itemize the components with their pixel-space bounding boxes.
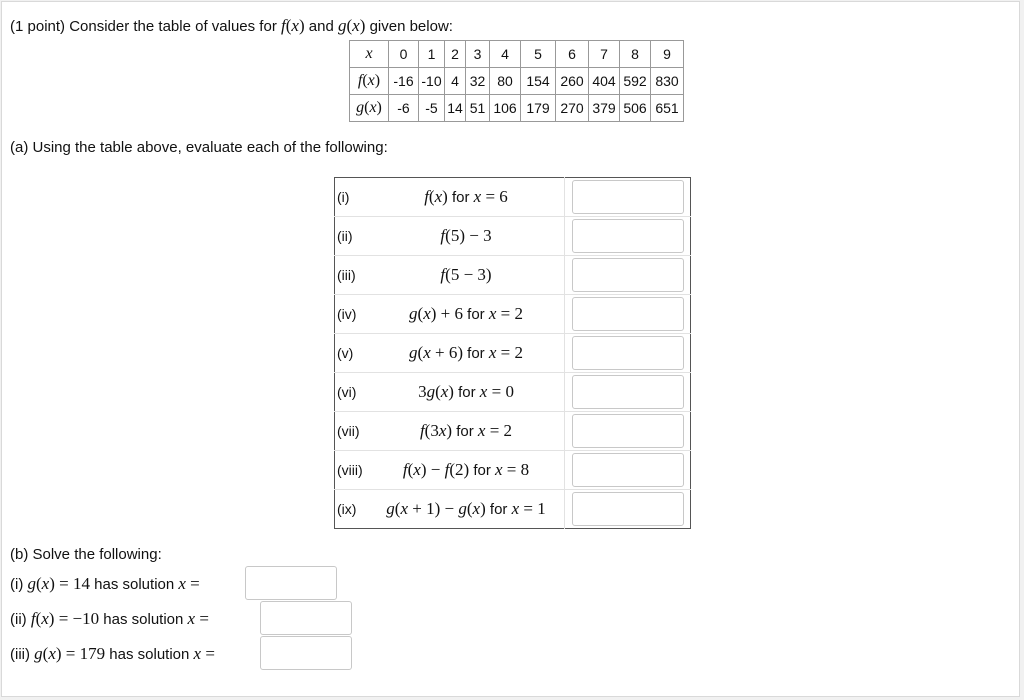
part-a-table [334, 177, 691, 529]
row-label: g(x) [350, 95, 389, 122]
question-number: (v) [335, 334, 369, 373]
question-number: (iv) [335, 295, 369, 334]
answer-input-a-1[interactable] [572, 180, 684, 214]
question-number: (vi) [335, 373, 369, 412]
question-row [335, 412, 691, 451]
question-row [335, 295, 691, 334]
table-cell: 51 [466, 95, 490, 122]
table-cell: 32 [466, 68, 490, 95]
table-cell: 260 [556, 68, 589, 95]
question-row [335, 256, 691, 295]
intro-and: and [308, 18, 334, 35]
question-number: (ix) [337, 501, 357, 517]
question-number: (vii) [335, 412, 369, 451]
answer-cell [565, 295, 691, 334]
answer-cell [565, 412, 691, 451]
table-cell: 0 [389, 41, 419, 68]
table-cell: 8 [620, 41, 651, 68]
table-cell: -5 [419, 95, 445, 122]
table-cell: -10 [419, 68, 445, 95]
question-number: (iii) [335, 256, 369, 295]
answer-input-a-9[interactable] [572, 492, 684, 526]
answer-cell [565, 334, 691, 373]
question-number: (i) [335, 178, 369, 217]
answer-input-a-8[interactable] [572, 453, 684, 487]
part-a-heading: (a) Using the table above, evaluate each of the following: [10, 139, 388, 156]
answer-cell [565, 451, 691, 490]
answer-input-a-6[interactable] [572, 375, 684, 409]
intro-prefix: (1 point) Consider the table of values for [10, 18, 277, 35]
answer-input-a-5[interactable] [572, 336, 684, 370]
answer-cell [565, 217, 691, 256]
solve-line: (i) g(x) = 14 has solution x = [10, 574, 200, 593]
table-cell: 270 [556, 95, 589, 122]
table-cell: 3 [466, 41, 490, 68]
table-cell: 830 [651, 68, 684, 95]
table-cell: 5 [521, 41, 556, 68]
table-cell: 106 [490, 95, 521, 122]
question-expression: g(x) + 6 for x = 2 [368, 295, 565, 334]
answer-cell [565, 178, 691, 217]
table-f-row [350, 68, 684, 95]
table-g-row [350, 95, 684, 122]
intro-f-of-x: f(x) [281, 16, 305, 35]
answer-cell [565, 490, 691, 529]
table-cell: 592 [620, 68, 651, 95]
problem-panel [1, 1, 1020, 697]
question-expression: f(3x) for x = 2 [368, 412, 565, 451]
table-cell: 14 [445, 95, 466, 122]
answer-input-a-7[interactable] [572, 414, 684, 448]
row-label: f(x) [350, 68, 389, 95]
question-expression: g(x + 6) for x = 2 [368, 334, 565, 373]
table-cell: 6 [556, 41, 589, 68]
question-row [335, 451, 691, 490]
question-row [335, 217, 691, 256]
question-row [335, 178, 691, 217]
question-row [335, 490, 691, 529]
part-b-heading: (b) Solve the following: [10, 546, 162, 563]
table-cell: 80 [490, 68, 521, 95]
table-cell: 379 [589, 95, 620, 122]
table-cell: 4 [445, 68, 466, 95]
answer-input-b-3[interactable] [260, 636, 352, 670]
question-number: (viii) [335, 451, 369, 490]
question-expression: 3g(x) for x = 0 [368, 373, 565, 412]
row-label: x [350, 41, 389, 68]
question-expression: f(x) − f(2) for x = 8 [368, 451, 565, 490]
table-cell: -6 [389, 95, 419, 122]
answer-input-b-2[interactable] [260, 601, 352, 635]
table-cell: 4 [490, 41, 521, 68]
question-row [335, 334, 691, 373]
solve-line: (ii) f(x) = −10 has solution x = [10, 609, 209, 628]
table-cell: -16 [389, 68, 419, 95]
values-table [349, 40, 684, 122]
intro-g-of-x: g(x) [338, 16, 366, 35]
answer-input-a-3[interactable] [572, 258, 684, 292]
table-cell: 1 [419, 41, 445, 68]
question-expression: f(x) for x = 6 [368, 178, 565, 217]
intro-suffix: given below: [369, 18, 453, 35]
question-expression: g(x + 1) − g(x) for x = 1 [368, 490, 565, 529]
question-expression: f(5 − 3) [368, 256, 565, 295]
table-cell: 9 [651, 41, 684, 68]
intro-line [10, 16, 453, 36]
answer-cell [565, 373, 691, 412]
table-cell: 2 [445, 41, 466, 68]
question-number: (ii) [335, 217, 369, 256]
table-cell: 651 [651, 95, 684, 122]
solve-line: (iii) g(x) = 179 has solution x = [10, 644, 215, 663]
table-cell: 7 [589, 41, 620, 68]
answer-input-a-4[interactable] [572, 297, 684, 331]
table-cell: 179 [521, 95, 556, 122]
table-x-row [350, 41, 684, 68]
table-cell: 154 [521, 68, 556, 95]
table-cell: 404 [589, 68, 620, 95]
answer-cell [565, 256, 691, 295]
answer-input-a-2[interactable] [572, 219, 684, 253]
question-expression: f(5) − 3 [368, 217, 565, 256]
table-cell: 506 [620, 95, 651, 122]
question-row [335, 373, 691, 412]
answer-input-b-1[interactable] [245, 566, 337, 600]
